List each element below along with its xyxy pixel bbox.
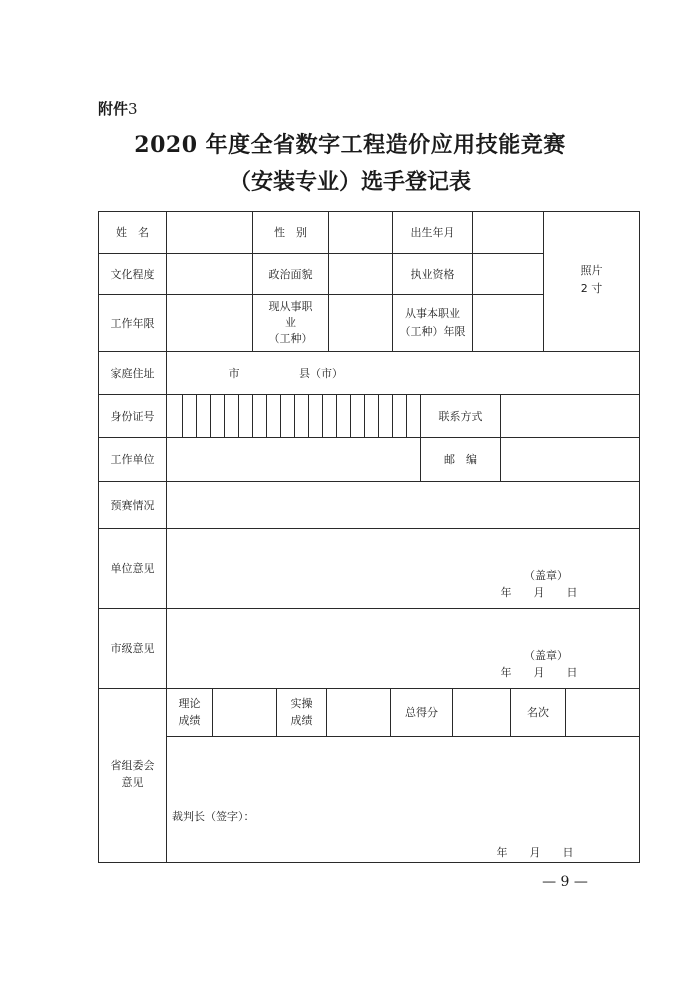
address-city-label: 市: [228, 366, 240, 380]
row-line: [98, 437, 640, 438]
postcode-label: 邮 编: [444, 453, 477, 466]
address-label: 家庭住址: [110, 366, 155, 380]
education-label: 文化程度: [110, 267, 155, 281]
name-label: 姓 名: [116, 226, 149, 239]
row-line: [98, 394, 640, 395]
id-box-line: [364, 394, 365, 437]
theory-score-label: 理论: [178, 697, 201, 710]
id-box-line: [392, 394, 393, 437]
rank-label: 名次: [527, 706, 549, 719]
practice-score-label-2: 成绩: [290, 714, 313, 727]
gender-label: 性 别: [274, 226, 307, 239]
col-line: [452, 688, 453, 736]
chief-judge-signature-label: 裁判长（签字）：: [172, 809, 255, 823]
id-box-line: [210, 394, 211, 437]
current-job-label-2: 业: [285, 316, 296, 329]
id-box-line: [336, 394, 337, 437]
col-line: [212, 688, 213, 736]
unit-stamp-label: （盖章）: [524, 569, 568, 582]
city-date-label: 年 月 日: [500, 666, 578, 679]
id-box-line: [378, 394, 379, 437]
id-box-line: [350, 394, 351, 437]
city-opinion-label: 市级意见: [110, 642, 155, 655]
practice-score-label: 实操: [290, 697, 313, 710]
col-line: [565, 688, 566, 736]
work-years-label: 工作年限: [110, 316, 155, 330]
id-box-line: [322, 394, 323, 437]
table-border-top: [98, 211, 640, 212]
photo-size-label: 2 寸: [580, 281, 603, 295]
id-box-line: [266, 394, 267, 437]
row-line: [166, 736, 640, 737]
current-job-label-3: （工种）: [268, 332, 313, 345]
id-box-line: [252, 394, 253, 437]
attachment-label: 附件3: [98, 100, 138, 118]
document-title: 2020 年度全省数字工程造价应用技能竞赛: [134, 132, 566, 158]
qualification-label: 执业资格: [410, 267, 455, 281]
id-box-line: [182, 394, 183, 437]
total-score-label: 总得分: [405, 706, 438, 719]
row-line: [98, 608, 640, 609]
current-job-label: 现从事职: [268, 300, 313, 313]
photo-label: 照片: [580, 263, 603, 277]
id-box-line: [196, 394, 197, 437]
political-status-label: 政治面貌: [268, 267, 313, 281]
id-box-line: [224, 394, 225, 437]
row-line: [98, 481, 640, 482]
job-years-label-2: （工种）年限: [399, 325, 466, 338]
table-border-right: [639, 211, 640, 863]
id-box-line: [238, 394, 239, 437]
theory-score-label-2: 成绩: [178, 714, 201, 727]
id-number-label: 身份证号: [110, 409, 155, 423]
col-line: [326, 688, 327, 736]
preliminary-label: 预赛情况: [110, 498, 155, 512]
attachment-number: 3: [128, 100, 138, 118]
committee-date-label: 年 月 日: [496, 846, 574, 859]
col-line: [328, 211, 329, 351]
city-stamp-label: （盖章）: [524, 649, 568, 662]
id-box-line: [280, 394, 281, 437]
col-line: [500, 437, 501, 481]
document-subtitle: （安装专业）选手登记表: [228, 169, 471, 195]
unit-date-label: 年 月 日: [500, 586, 578, 599]
contact-label: 联系方式: [438, 409, 483, 423]
row-line: [98, 351, 640, 352]
committee-label-2: 意见: [121, 776, 144, 789]
row-line: [98, 528, 640, 529]
unit-opinion-label: 单位意见: [110, 562, 155, 575]
id-box-line: [294, 394, 295, 437]
id-box-line: [406, 394, 407, 437]
employer-label: 工作单位: [110, 453, 155, 466]
page-number: — 9 —: [542, 874, 588, 890]
committee-label: 省组委会: [110, 759, 155, 772]
label-column-line: [166, 211, 167, 863]
col-line: [500, 394, 501, 437]
id-box-line: [308, 394, 309, 437]
col-line: [472, 211, 473, 351]
birth-date-label: 出生年月: [410, 226, 455, 239]
table-border-bottom: [98, 862, 640, 863]
job-years-label: 从事本职业: [405, 307, 460, 320]
address-county-label: 县（市）: [299, 366, 343, 380]
